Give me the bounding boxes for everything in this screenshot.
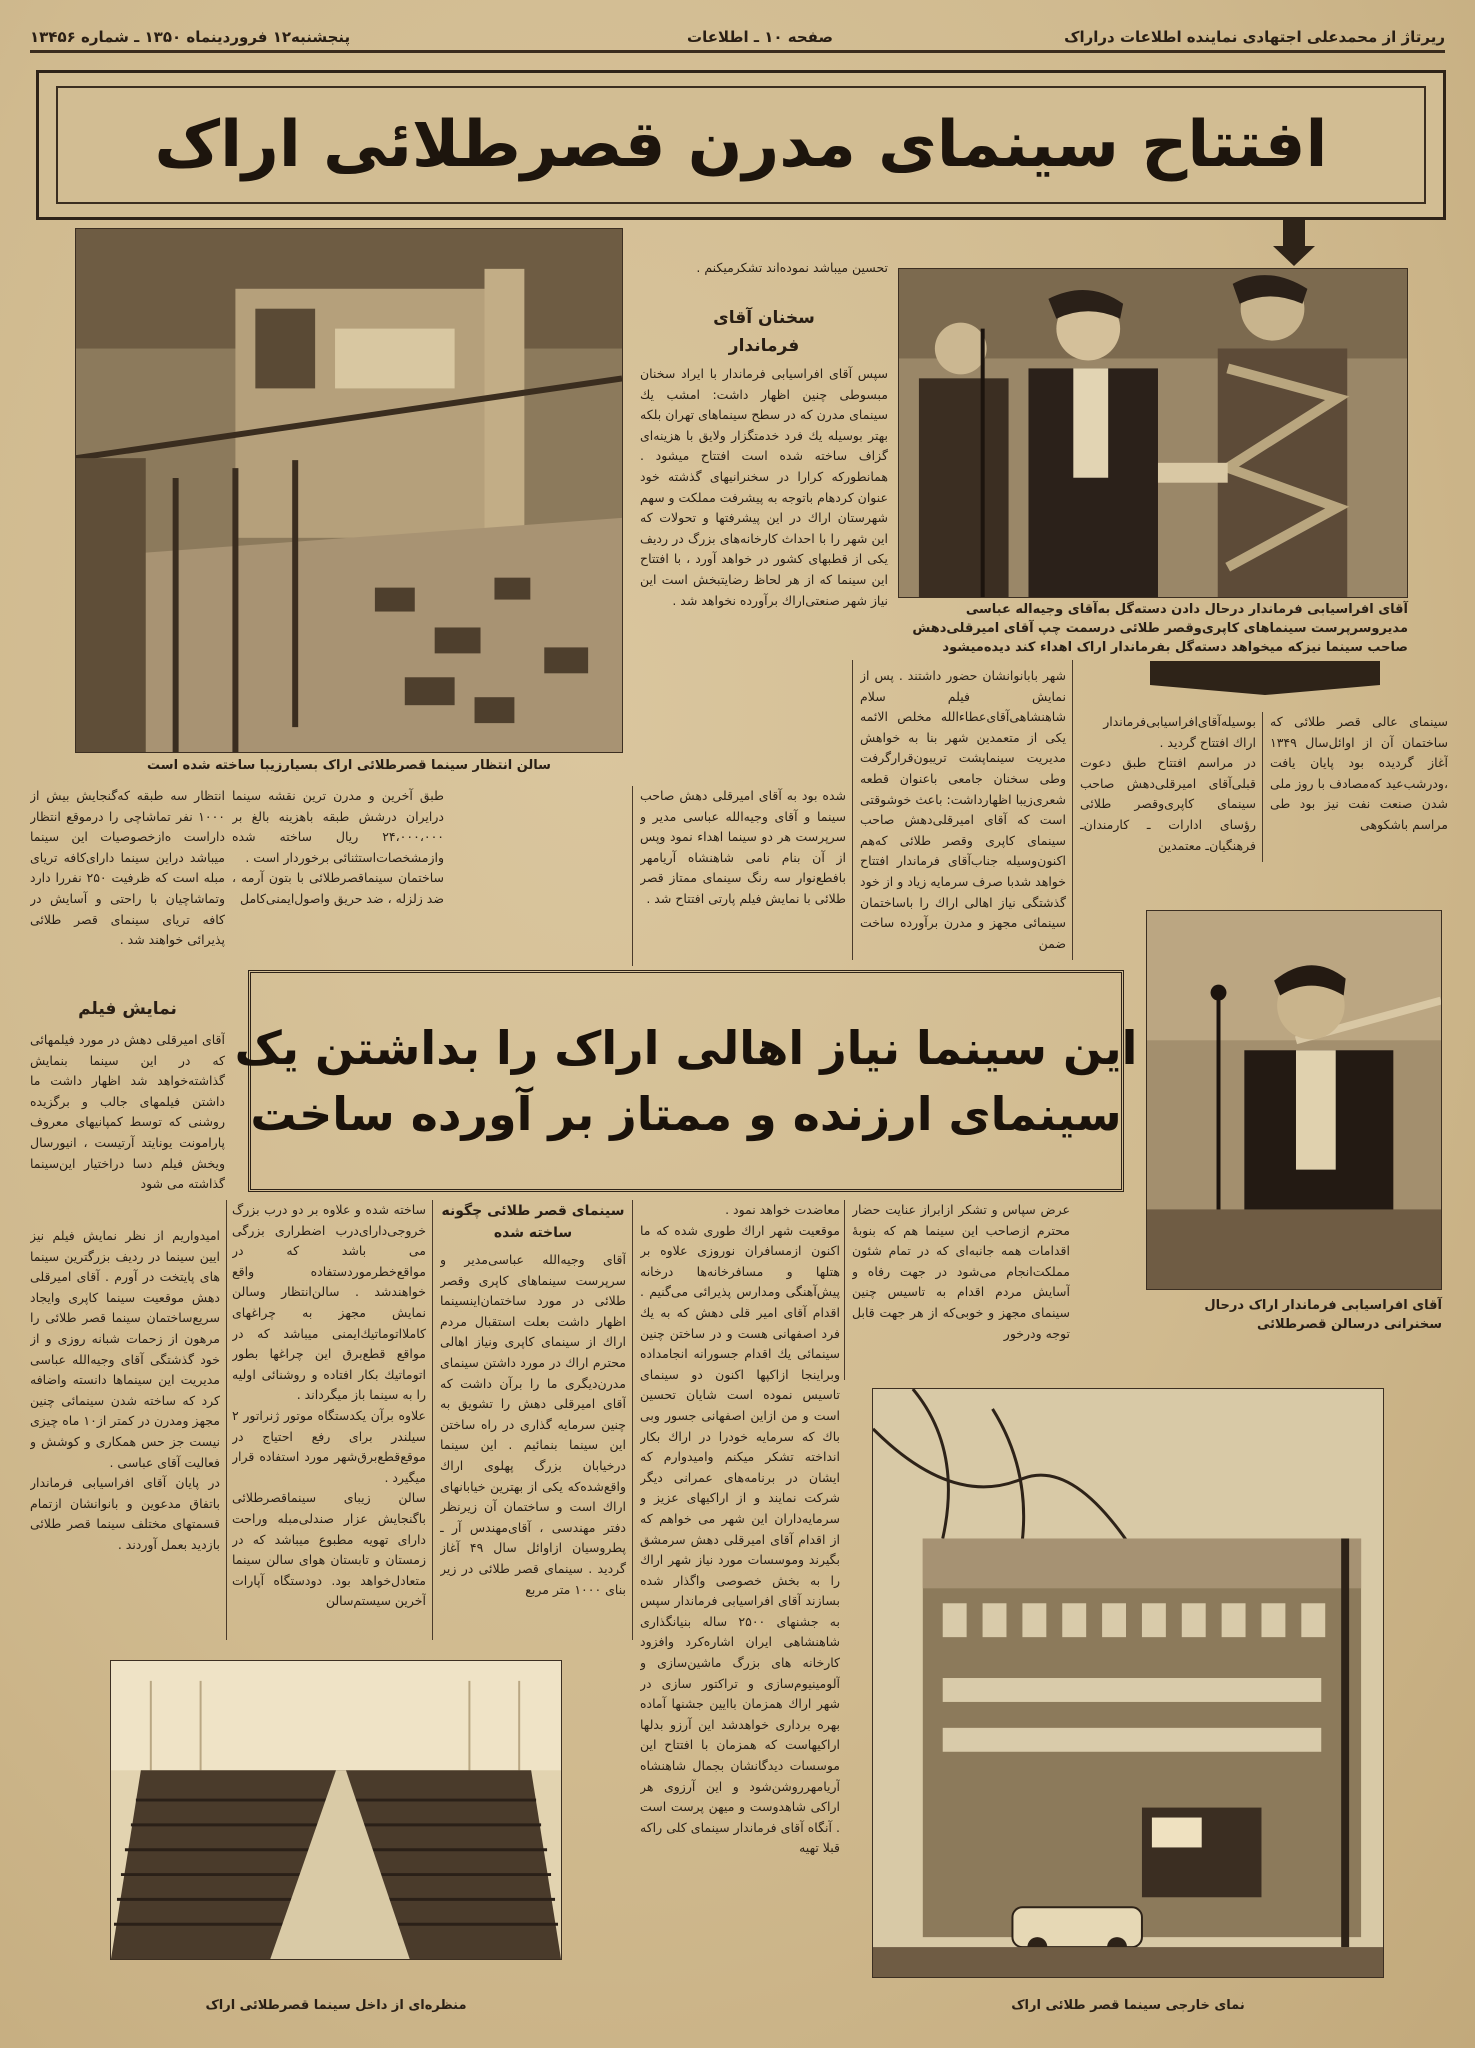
header-page-info: صفحه ۱۰ ـ اطلاعات	[687, 28, 833, 46]
column-rule	[226, 1200, 227, 1640]
middle-col-f: انتظار سه طبقه که‌گنجایش بیش از ۱۰۰۰ نفر تماشاچی را درموقع انتظار داراست ه‌ازخصوصیات این سینما میباشد دراین سینما دارای‌کافه تریای مبله است که ظرفیت ۲۵۰ نفررا دارد وتماشاچیان با راحتی و آسایش در کافه تریای سینمای قصر طلائی پذیرائی خواهند شد .	[30, 788, 225, 948]
lower-col-i: آقای وجیه‌الله عباسی‌مدیر و سرپرست سینماهای کاپری وقصر طلائی در مورد ساختمان‌اینسینما اظهار داشت بعلت استقبال مردم اراك از سینمای کاپری ونیاز اهالی محترم اراك در مورد داشتن سینمای مدرن‌دیگری ما را برآن داشت که آقای امیرقلی دهش را تشویق به چنین سرمایه گذاری در راه ساختن این سینما بنمائیم . این سینما درخیابان بزرگ پهلوی اراك واقع‌شده‌که یکی از بهترین خیابانهای اراك است و ساختمان آن زیرنظر دفتر مهندسی ، آقای‌مهندس آر ـ پطروسیان ازاوائل سال ۴۹ آغاز گردید . سینمای قصر طلائی در زیر بنای ۱۰۰۰ متر مربع	[440, 1252, 626, 1597]
middle-col-e: طبق آخرین و مدرن ترین نقشه سینما درایران درشش طبقه باهزینه بالغ بر ۲۴،۰۰۰،۰۰۰ ریال ساخته شده وازمشخصات‌استثنائی برخوردار است . ساختمان سینماقصرطلائی با بتون آرمه ، ضد زلزله ، ضد حریق واصول‌ایمنی‌کامل	[232, 788, 444, 906]
section-marker-banner	[1140, 657, 1390, 697]
middle-col-d: شده بود به آقای امیرقلی دهش صاحب سینما و آقای وجیه‌الله عباسی مدیر و سرپرست هر دو سینما اهداء نمود وپس از آن بنام نامی شاهنشاه آریامهر بافطع‌نوار سه رنگ سینمای ممتاز قصر طلائی با نمایش فیلم پارتی افتتاح شد .	[640, 788, 846, 906]
exterior-photo	[872, 1388, 1384, 1978]
auditorium-photo-caption: منظره‌ای از داخل سینما قصرطلائی اراک	[205, 1998, 467, 2013]
column-rule	[432, 1200, 433, 1640]
speech-photo-caption: آقای افراسیابی فرماندار اراک درحال سخنرانی درسالن قصرطلائی	[1204, 1298, 1442, 1332]
film-screening-subhead: نمایش فیلم	[78, 999, 177, 1019]
down-arrow-head-icon	[1273, 246, 1315, 266]
ceremony-photo-caption: آقای افراسیابی فرماندار درحال دادن دسته‌گل به‌آقای وجیه‌اله عباسی مدیروسرپرست سینماهای کاپری‌وقصر طلائی درسمت چپ آقای امیرقلی‌دهش صاحب سینما نیزکه میخواهد دسته‌گل بفرماندار اراک اهداء کند دیده‌میشود	[912, 602, 1408, 655]
lower-col-h: معاضدت خواهد نمود . موقعیت شهر اراك طوری شده که ما اکنون ازمسافران نوروزی علاوه بر هتلها و مسافرخانه‌ها درخانه پیش‌آهنگی ومدارس پذیرائی می‌گنیم . اقدام آقای امیر قلی دهش که به یك فرد اصفهانی هست و در ساختن چنین سینمائی یك اقدام جسورانه انجامداده وبراینجا ازاکپها اکنون دو سینمای تاسیس نموده است شایان تحسین است و من ازاین اصفهانی جسور وبی باك که سرمایه خودرا در اراك بکار انداخته تشکر میکنم وامیدوارم که ایشان در برنامه‌های عمرانی دیگر شرکت نمایند و از اراکیهای عزیز و سرمایه‌داران این شهر می خواهم که از اقدام آقای امیرقلی دهش سرمشق بگیرند وموسسات مورد نیاز شهر اراك را به بخش خصوصی واگذار شده بسازند آقای افراسیابی فرماندار سپس به جشنهای ۲۵۰۰ ساله بنیانگذاری شاهنشاهی ایران اشاره‌کرد وافزود کارخانه های بزرگ ماشین‌سازی و آلومینیوم‌سازی و تراکتور سازی در شهر اراك همزمان باایین جشنها آماده بهره برداری خواهدشد این آرزو بدلها اراکیهاست که همزمان با افتتاح این موسسات دیدگانشان بجمال شاهنشاه آریامهرروشن‌شود و این آرزوی هر اراکی شاهدوست و میهن پرست است . آنگاه آقای فرماندار سینمای کلی راکه قبلا تهیه	[640, 1202, 840, 1856]
construction-subhead: سینمای قصر طلائی چگونه ساخته شده	[441, 1203, 625, 1241]
lobby-photo-caption: سالن انتظار سینما قصرطلائی اراک بسیارزیبا ساخته شده است	[147, 758, 551, 773]
lobby-photo	[75, 228, 623, 753]
opening-col-a: سینمای عالی قصر طلائی که ساختمان آن از اوائل‌سال ۱۳۴۹ آغاز گردیده بود پایان یافت ،ودرشب‌عید که‌مصادف با روز ملی شدن صنعت نفت نیز بود طی مراسم باشکوهی	[1270, 714, 1448, 832]
headline-inner-frame	[56, 86, 1426, 204]
column-rule	[1262, 712, 1263, 862]
opening-col-b: بوسیله‌آقای‌افراسیابی‌فرماندار اراك افتتاح گردید . در مراسم افتتاح طبق دعوت قبلی‌آقای امیرقلی‌دهش صاحب سینمای کاپری‌وقصر طلائی رؤسای ادارات ـ کارمندان‌ـ فرهنگیان‌ـ معتمدین	[1080, 714, 1256, 853]
column-rule	[632, 1200, 633, 1640]
ceremony-photo	[898, 268, 1408, 598]
lower-col-k: امیدواریم از نظر نمایش فیلم نیز ایین سینما در ردیف بزرگترین سینما های پایتخت در آورم . آقای امیرقلی دهش موقعیت سینما کاپری وایجاد سریع‌ساختمان سینما قصر طلائی را مرهون از زحمات شبانه روزی و از خود گذشتگی آقای وجیه‌الله عباسی مدیریت این سینماها دانسته واضافه کرد که ساخته شدن سینمائی چنین مجهز ومدرن در کمتر از۱۰ ماه چیزی نیست جز حس همکاری و کوشش و فعالیت آقای عباسی . در پایان آقای افراسیابی فرماندار باتفاق مدعوین و بانوانشان ازتمام قسمتهای مختلف سینما قصر طلائی بازدید بعمل آوردند .	[30, 1228, 220, 1552]
middle-col-f2: آقای امیرقلی دهش در مورد فیلمهائی که در این سینما بنمایش گذاشته‌خواهد شد اظهار داشت ما داشتن فیلمهای جالب و برگزیده روشنی که توسط کمپانیهای معروف پارامونت یونایتد آرتیست ، انیورسال ویخش فیلم دسا دراختیار این‌سینما گذاشته می شود	[30, 1032, 225, 1192]
header-rule	[30, 50, 1445, 53]
governor-subhead-line1: سخنان آقای	[713, 308, 815, 328]
header-date-issue: پنجشنبه۱۲ فروردینماه ۱۳۵۰ ـ شماره ۱۳۴۵۶	[30, 28, 351, 46]
lower-col-j: ساخته شده و علاوه بر دو درب بزرگ خروجی‌دارای‌درب اضطراری بزرگی می باشد که در مواقع‌خطرموردستفاده واقع خواهندشد . سالن‌انتظار وسالن نمایش مجهز به چراغهای کاملااتوماتیك‌ایمنی میباشد که در مواقع قطع‌برق این چراغها بطور اتوماتیك بکار افتاده و روشنائی اولیه را به سینما باز میگرداند . علاوه برآن یکدستگاه موتور ژنراتور ۲ سیلندر برای رفع احتیاج در موقع‌قطع‌برق‌شهر مورد استفاده قرار میگیرد . سالن زیبای سینماقصرطلائی باگنجایش عزار صندلی‌مبله وراحت دارای تهویه مطبوع میباشد که در زمستان و تابستان هوای سالن سینما متعادل‌خواهد بود. دودستگاه آپارات آخرین سیستم‌سالن	[232, 1202, 426, 1609]
page-headline: افتتاح سینمای مدرن قصرطلائی اراک	[154, 108, 1328, 182]
lower-col-g: عرض سپاس و تشکر ازابراز عنایت حضار محترم ازصاحب این سینما هم که بنوبۀ اقدامات همه جانبه‌ای که در تمام شئون مملکت‌انجام می‌شود در جهت رفاه و آسایش مردم اقدام به تاسیس چنین سینمای مجهز و خوبی‌که از هر جهت قابل توجه ودرخور	[852, 1202, 1070, 1341]
column-rule	[844, 1200, 845, 1380]
header-reporter-credit: ریرتاژ از محمدعلی اجتهادی نماینده اطلاعات دراراک	[1064, 28, 1445, 46]
opening-col-c: شهر بابانوانشان حضور داشتند . پس از نمایش فیلم سلام شاهنشاهی‌آقای‌عطاءالله مخلص الائمه یکی از متعمدین شهر بنا به خواهش مدیریت سینماپشت تریبون‌قرارگرفت وطی سخنان جامعی باعنوان قطعه شعری‌زیبا اظهارداشت: باعث خوشوقتی است که آقای امیرقلی‌دهش صاحب سینمای کاپری وقصر طلائی که‌هم اکنون‌وسیله جناب‌آقای فرماندار افتتاح خواهد شدبا صرف سرمایه زیاد و از خود گذشتگی نیاز اهالی اراك را باساختمان سینمائی مجهز و مدرن برآورده ساخت ضمن	[860, 668, 1066, 951]
down-arrow-icon	[1283, 220, 1305, 248]
governor-body: سپس آقای افراسیابی فرماندار با ایراد سخنان مبسوطی چنین اظهار داشت: امشب یك سینمای مدرن که در سطح سینماهای تهران بلکه بهتر بوسیله یك فرد خدمتگزار ولایق با هزینه‌ای گزاف ساخته شده است افتتاح میشود . همانطورکه کرارا در سخنرانیهای گذشته خود عنوان کردهام باتوجه به پیشرفت مملکت و سهم شهرستان اراك در این پیشرفتها و تحولات که این شهر را با احداث کارخانه‌های بزرگ در ردیف یکی از قطبهای کشور در خواهد آورد ، با افتتاح این سینما که از هر لحاظ رضایتبخش است این نیاز شهر صنعتی‌اراك برآورده نخواهد شد .	[640, 366, 888, 608]
pull-quote-line1: این سینما نیاز اهالی اراک را بداشتن یک	[234, 1021, 1138, 1075]
column-rule	[852, 660, 853, 960]
governor-intro: تحسین میباشد نموده‌اند تشکرمیکنم .	[696, 260, 888, 275]
column-rule	[1072, 660, 1073, 960]
column-rule	[632, 786, 633, 966]
speech-photo	[1146, 910, 1442, 1290]
pull-quote-box	[234, 970, 1138, 1192]
pull-quote-line2: سینمای ارزنده و ممتاز بر آورده ساخت	[250, 1087, 1122, 1141]
auditorium-photo	[110, 1660, 562, 1960]
exterior-photo-caption: نمای خارجی سینما قصر طلائی اراک	[1011, 1998, 1245, 2013]
governor-subhead-line2: فرماندار	[728, 336, 800, 356]
